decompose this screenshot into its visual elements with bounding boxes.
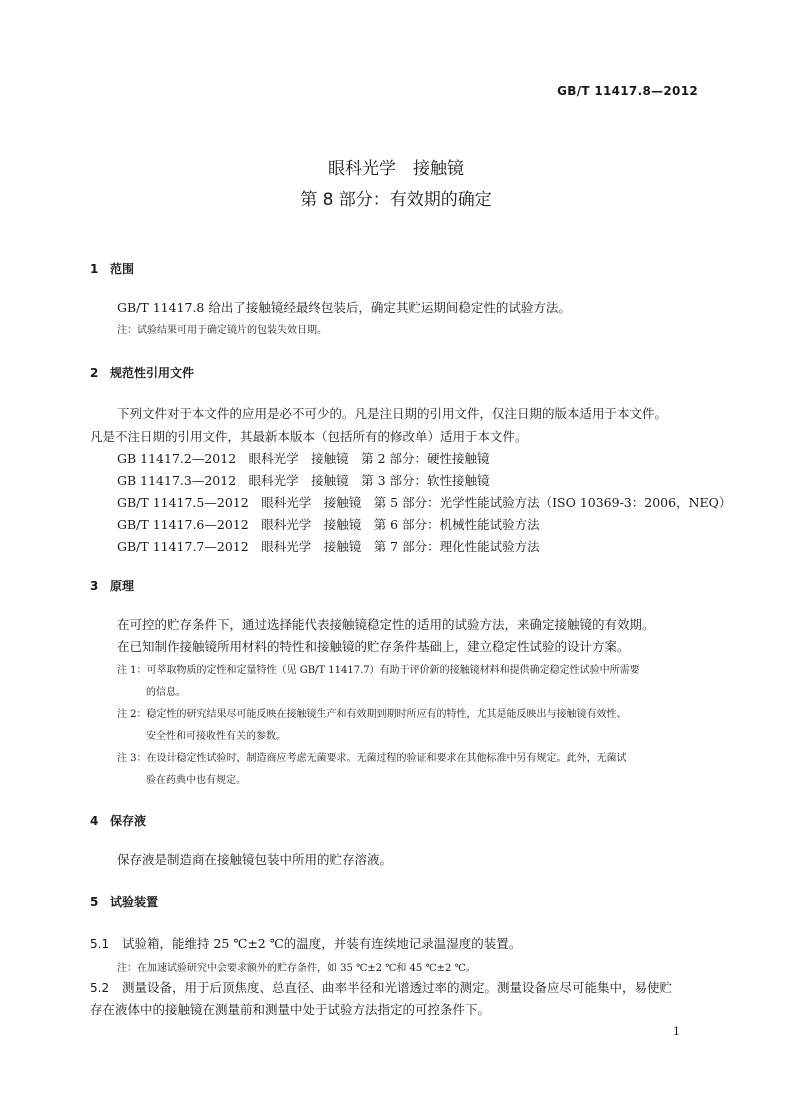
section-1-paragraph: GB/T 11417.8 给出了接触镜经最终包装后，确定其贮运期间稳定性的试验方法。 xyxy=(117,300,571,315)
section-1-note: 注：试验结果可用于确定镜片的包装失效日期。 xyxy=(117,325,327,336)
note-2-line-1: 注 2：稳定性的研究结果尽可能反映在接触镜生产和有效期到期时所应有的特性，尤其是能反映出与接触镜有效性、 xyxy=(117,709,627,720)
section-title: 保存液 xyxy=(110,814,147,828)
page-number: 1 xyxy=(673,1025,680,1038)
section-1-heading xyxy=(90,260,134,277)
section-3-paragraph-2: 在已知制作接触镜所用材料的特性和接触镜的贮存条件基础上，建立稳定性试验的设计方案。 xyxy=(117,639,630,654)
note-2-line-2: 安全性和可接收性有关的参数。 xyxy=(146,731,286,742)
section-number: 5 xyxy=(90,895,99,909)
section-title: 范围 xyxy=(110,262,135,276)
section-3-paragraph-1: 在可控的贮存条件下，通过选择能代表接触镜稳定性的适用的试验方法，来确定接触镜的有效期。 xyxy=(117,617,655,632)
section-number: 4 xyxy=(90,814,99,828)
section-4-paragraph: 保存液是制造商在接触镜包装中所用的贮存溶液。 xyxy=(117,852,393,867)
clause-text: 测量设备，用于后顶焦度、总直径、曲率半径和光谱透过率的测定。测量设备应尽可能集中，易使贮 xyxy=(122,980,673,995)
section-4-heading xyxy=(90,812,146,829)
title-line-1: 眼科光学 接触镜 xyxy=(328,159,464,179)
note-1-line-1: 注 1：可萃取物质的定性和定量特性（见 GB/T 11417.7）有助于评价新的接触镜材料和提供确定稳定性试验中所需要 xyxy=(117,665,640,676)
clause-5-1-note: 注：在加速试验研究中会要求额外的贮存条件，如 35 ℃±2 ℃和 45 ℃±2 ℃。 xyxy=(117,963,476,974)
reference-item: GB/T 11417.5—2012 眼科光学 接触镜 第 5 部分：光学性能试验方法（ISO 10369-3：2006，NEQ） xyxy=(117,495,732,510)
section-number: 3 xyxy=(90,579,99,593)
reference-item: GB 11417.3—2012 眼科光学 接触镜 第 3 部分：软性接触镜 xyxy=(117,473,490,488)
reference-item: GB/T 11417.6—2012 眼科光学 接触镜 第 6 部分：机械性能试验方法 xyxy=(117,517,540,532)
section-title: 规范性引用文件 xyxy=(110,366,195,380)
note-3-line-1: 注 3：在设计稳定性试验时，制造商应考虑无菌要求。无菌过程的验证和要求在其他标准中另有规定。此外，无菌试 xyxy=(117,753,627,764)
section-5-heading xyxy=(90,893,158,910)
section-2-paragraph-line-1: 下列文件对于本文件的应用是必不可少的。凡是注日期的引用文件，仅注日期的版本适用于本文件。 xyxy=(117,406,668,421)
clause-number: 5.2 xyxy=(90,981,110,995)
note-1-line-2: 的信息。 xyxy=(146,687,186,698)
reference-item: GB 11417.2—2012 眼科光学 接触镜 第 2 部分：硬性接触镜 xyxy=(117,451,490,466)
note-3-line-2: 验在药典中也有规定。 xyxy=(146,775,246,786)
section-number: 1 xyxy=(90,262,99,276)
section-3-heading xyxy=(90,577,134,594)
section-2-heading xyxy=(90,364,194,381)
section-2-paragraph-line-2: 凡是不注日期的引用文件，其最新本版本（包括所有的修改单）适用于本文件。 xyxy=(90,429,528,444)
section-title: 原理 xyxy=(110,579,135,593)
reference-item: GB/T 11417.7—2012 眼科光学 接触镜 第 7 部分：理化性能试验方法 xyxy=(117,539,540,554)
clause-5-2-line-2: 存在液体中的接触镜在测量前和测量中处于试验方法指定的可控条件下。 xyxy=(90,1002,491,1017)
clause-text: 试验箱，能维持 25 ℃±2 ℃的温度，并装有连续地记录温湿度的装置。 xyxy=(122,936,522,951)
clause-number: 5.1 xyxy=(90,937,110,951)
clause-5-1 xyxy=(90,934,521,952)
clause-5-2-line-1 xyxy=(90,978,672,996)
document-id: GB/T 11417.8—2012 xyxy=(557,84,698,98)
section-number: 2 xyxy=(90,366,99,380)
section-title: 试验装置 xyxy=(110,895,159,909)
title-line-2: 第 8 部分：有效期的确定 xyxy=(300,190,492,210)
